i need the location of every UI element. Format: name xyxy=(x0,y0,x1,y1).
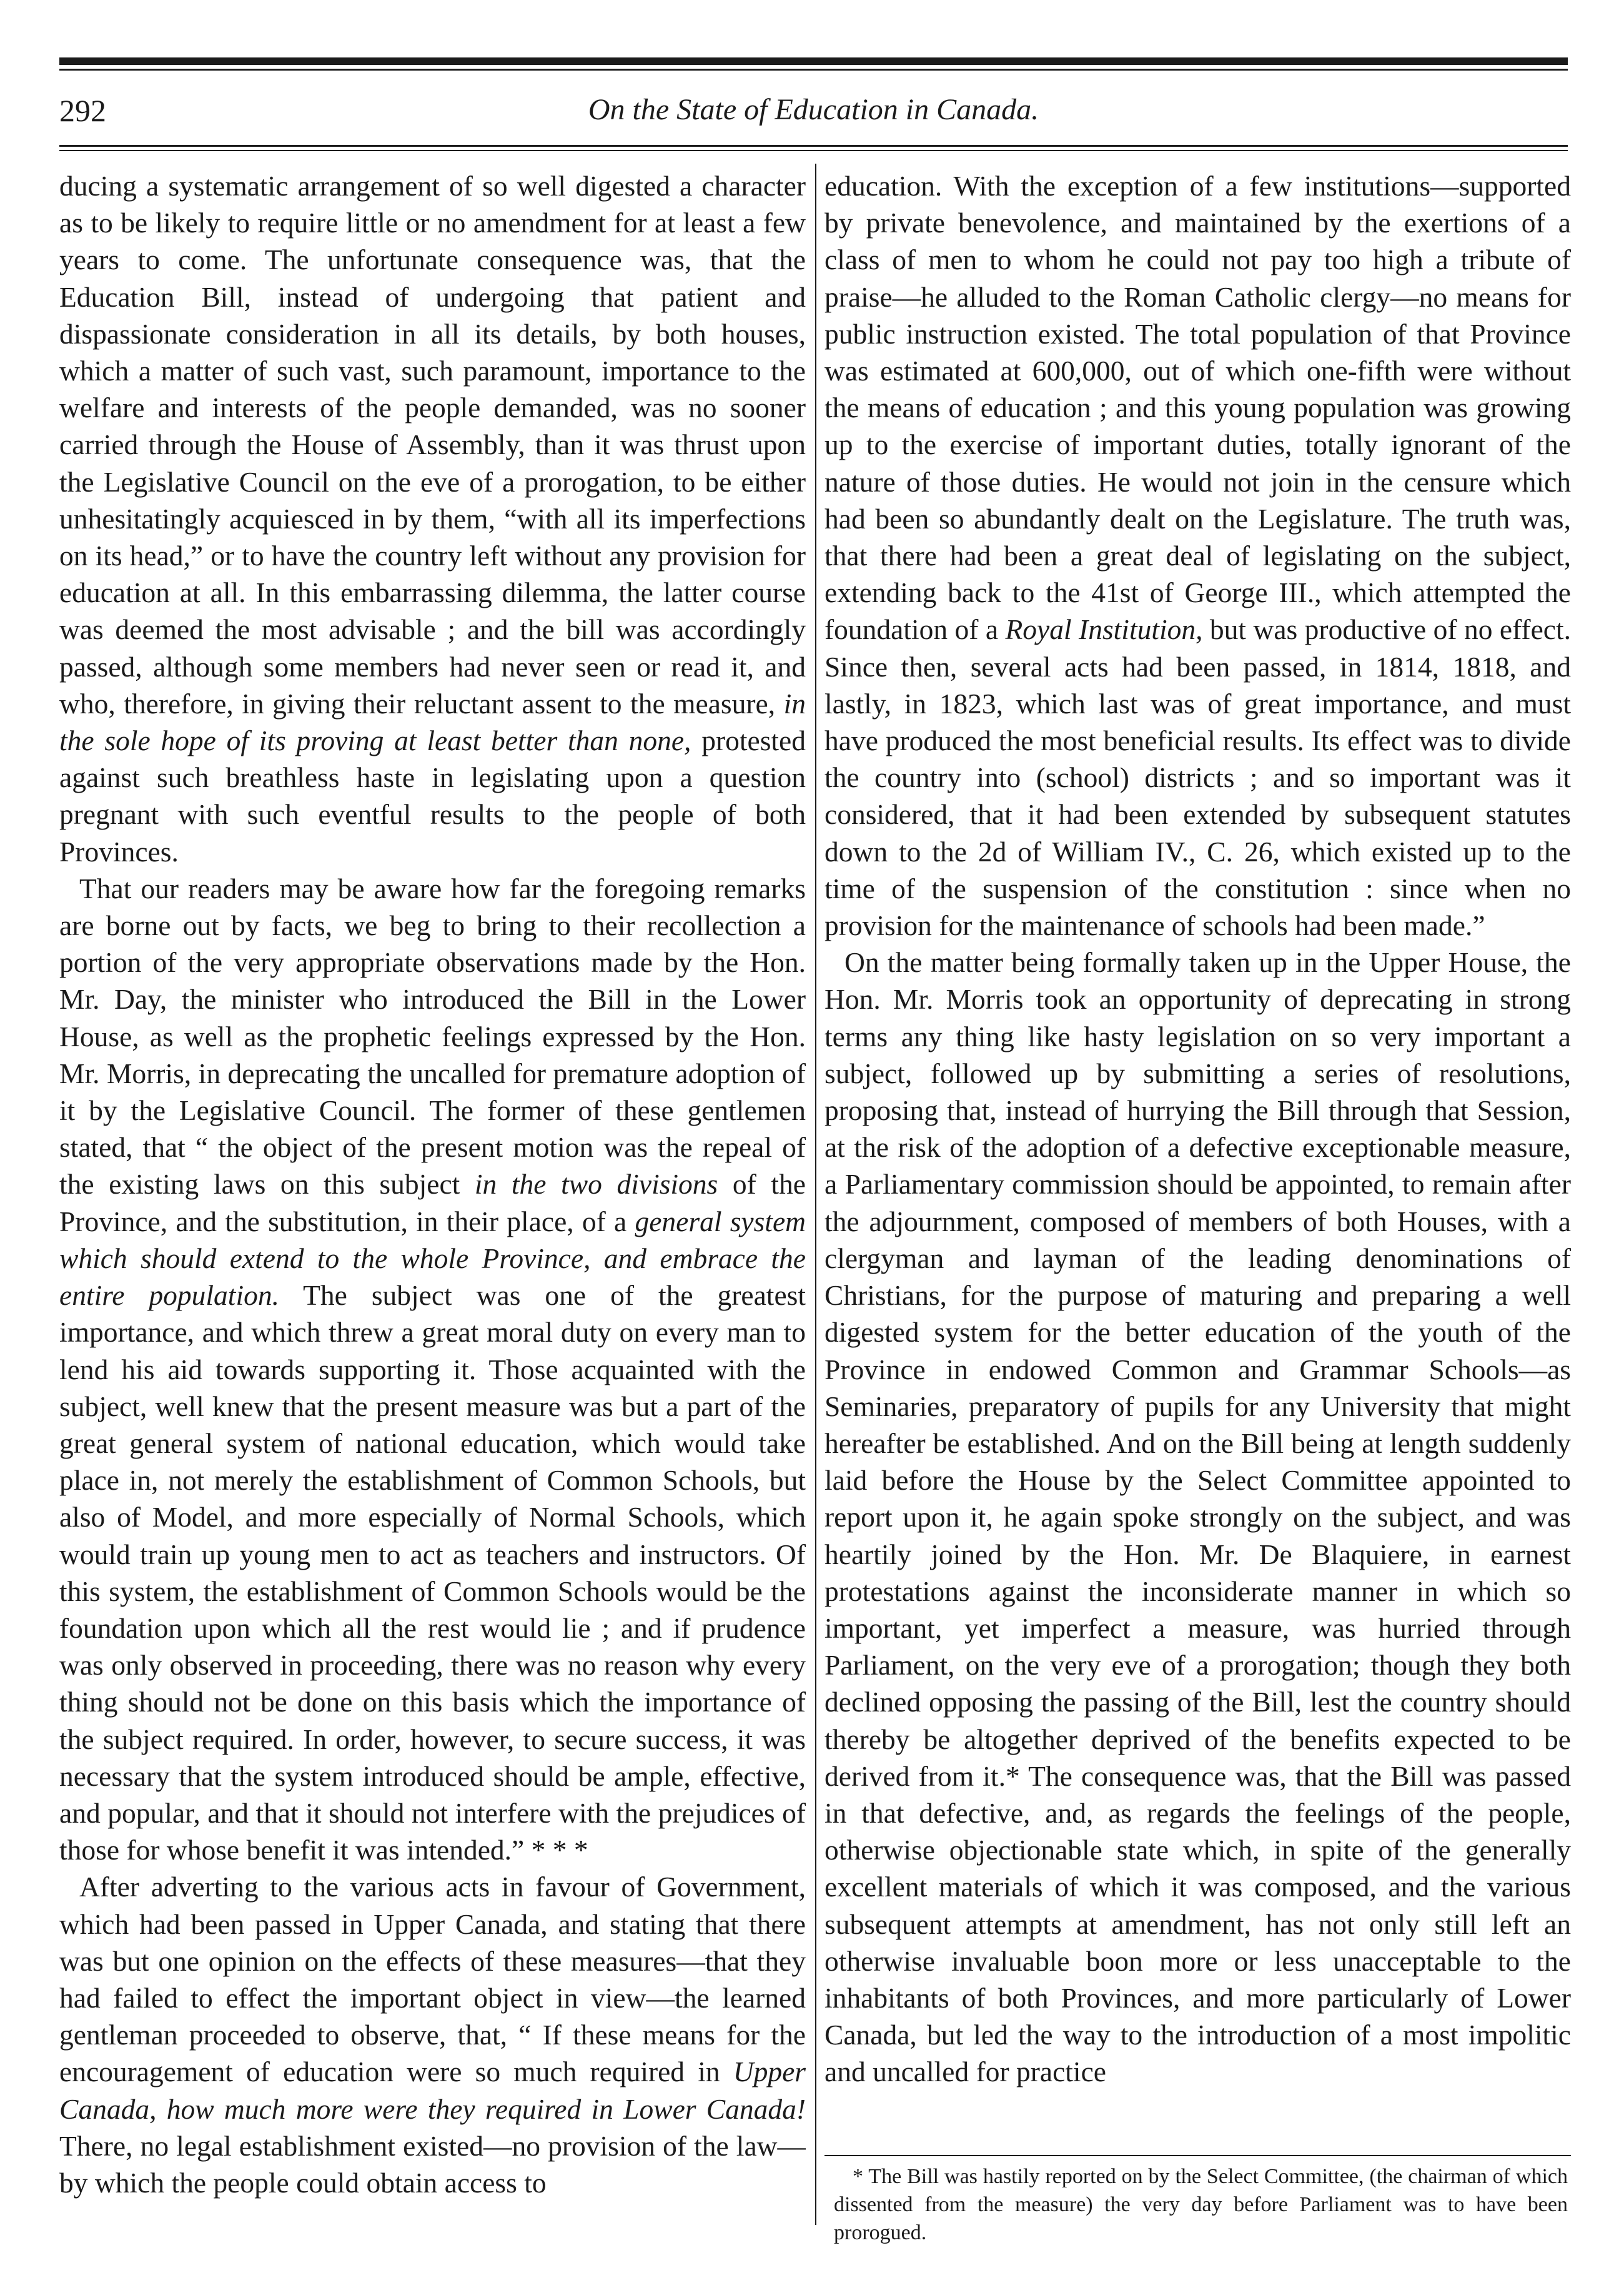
page-header xyxy=(59,92,1568,142)
top-border-rule-thin xyxy=(59,69,1568,71)
text-run: There, no legal establishment existed—no provision of the law—by which the people could obtain access to xyxy=(59,2129,806,2199)
top-border-rule xyxy=(59,57,1568,65)
italic-text: in the two divisions xyxy=(474,1168,718,1201)
paragraph xyxy=(59,1868,806,2201)
italic-text: Royal Institution, xyxy=(1005,613,1203,646)
footnote: * The Bill was hastily reported on by the Select Committee, (the chairman of which dissented from the measure) the very day before Parliament was to have been prorogued. xyxy=(834,2165,1568,2244)
footnote-rule xyxy=(824,2155,1571,2156)
text-run: After adverting to the various acts in favour of Government, which had been passed in Upper Canada, and stating that there was but one opinion on the effects of these measures—that they had failed to effect the important object in view—the learned gentleman proceeded to observe, that, “ If these means for the encouragement of education were so much required in xyxy=(59,1871,806,2088)
left-column xyxy=(59,167,806,2222)
italic-text: in the sole hope of its proving at least better than none, xyxy=(59,687,806,757)
column-divider xyxy=(815,164,816,2225)
text-run: of the Province, and the substitution, in their place, of a xyxy=(59,1168,806,1237)
running-title: On the State of Education in Canada. xyxy=(588,93,1039,126)
text-run: On the matter being formally taken up in the Upper House, the Hon. Mr. Morris took an opportunity of deprecating in strong terms any thing like hasty legislation on so very important a subject, followed up by submitting a series of resolutions, proposing that, instead of hurrying the Bill through that Session, at the risk of the adoption of a defective exceptionable measure, a Parliamentary commission should be appointed, to remain after the adjournment, composed of members of both Houses, with a clergyman and layman of the leading denominations of Christians, for the purpose of maturing and preparing a well digested system for the better education of the youth of the Province in endowed Common and Grammar Schools—as Seminaries, preparatory of pupils for any University that might hereafter be established. And on the Bill being at length suddenly laid before the House by the Select Committee appointed to report upon it, he again spoke strongly on the subject, and was heartily joined by the Hon. Mr. De Blaquiere, in earnest protestations against the inconsiderate manner in which so important, yet imperfect a measure, was hurried through Parliament, on the very eve of a prorogation; though they both declined opposing the passing of the Bill, lest the country should thereby be altogether deprived of the benefits expected to be derived from it.* The consequence was, that the Bill was passed in that defective, and, as regards the feelings of the people, otherwise objectionable state which, in spite of the generally excellent materials of which it was composed, and the various subsequent attempts at amendment, has not only still left an otherwise invaluable boon more or less unacceptable to the inhabitants of both Provinces, and more particularly of Lower Canada, but led the way to the introduction of a most impolitic and uncalled for practice xyxy=(824,946,1571,2088)
italic-text: Upper Canada, how much more were they required in Lower Canada! xyxy=(59,2056,806,2125)
text-run: protested against such breathless haste in legislating upon a question pregnant with such eventful results to the people of both Provinces. xyxy=(59,725,806,868)
paragraph xyxy=(59,870,806,1868)
paragraph xyxy=(824,944,1571,2090)
text-run: ducing a systematic arrangement of so well digested a character as to be likely to require little or no amendment for at least a few years to come. The unfortunate consequence was, that the Education Bill, instead of undergoing that patient and dispassionate consideration in all its details, by both houses, which a matter of such vast, such paramount, importance to the welfare and interests of the people demanded, was no sooner carried through the House of Assembly, than it was thrust upon the Legislative Council on the eve of a prorogation, to be either unhesitatingly acquiesced in by them, “with all its imperfections on its head,” or to have the country left without any provision for education at all. In this embarrassing dilemma, the latter course was deemed the most advisable ; and the bill was accordingly passed, although some members had never seen or read it, and who, therefore, in giving their reluctant assent to the measure, xyxy=(59,170,806,720)
text-run: education. With the exception of a few institutions—supported by private benevolence, and maintained by the exertions of a class of men to whom he could not pay too high a tribute of praise—he alluded to the Roman Catholic clergy—no means for public instruction existed. The total population of that Province was estimated at 600,000, out of which one-fifth were without the means of education ; and this young population was growing up to the exercise of important duties, totally ignorant of the nature of those duties. He would not join in the censure which had been so abundantly dealt on the Legislature. The truth was, that there had been a great deal of legislating on the subject, extending back to the 41st of George III., which attempted the foundation of a xyxy=(824,170,1571,646)
paragraph xyxy=(824,167,1571,944)
header-rule-thin xyxy=(59,150,1568,151)
text-run: The subject was one of the greatest importance, and which threw a great moral duty on every man to lend his aid towards supporting it. Those acquainted with the subject, well knew that the present measure was but a part of the great general system of national education, which would take place in, not merely the establishment of Common Schools, but also of Model, and more especially of Normal Schools, which would train up young men to act as teachers and instructors. Of this system, the establishment of Common Schools would be the foundation upon which all the rest would lie ; and if prudence was only observed in proceeding, there was no reason why every thing should not be done on this basis which the importance of the subject required. In order, however, to secure success, it was necessary that the system introduced should be ample, effective, and popular, and that it should not interfere with the prejudices of those for whose benefit it was intended.” * * * xyxy=(59,1279,806,1866)
text-run: but was productive of no effect. Since then, several acts had been passed, in 1814, 1818, and lastly, in 1823, which last was of great importance, and must have produced the most beneficial results. Its effect was to divide the country into (school) districts ; and so important was it considered, that it had been extended by subsequent statutes down to the 2d of William IV., C. 26, which existed up to the time of the suspension of the constitution : since when no provision for the maintenance of schools had been made.” xyxy=(824,613,1571,942)
italic-text: general system which should extend to the whole Province, and embrace the entire population. xyxy=(59,1205,806,1312)
right-column xyxy=(824,167,1571,2222)
page-number: 292 xyxy=(59,93,106,128)
header-rule xyxy=(59,145,1568,147)
paragraph xyxy=(59,167,806,870)
text-run: That our readers may be aware how far the foregoing remarks are borne out by facts, we beg to bring to their recollection a portion of the very appropriate observations made by the Hon. Mr. Day, the minister who introduced the Bill in the Lower House, as well as the prophetic feelings expressed by the Hon. Mr. Morris, in deprecating the uncalled for premature adoption of it by the Legislative Council. The former of these gentlemen stated, that “ the object of the present motion was the repeal of the existing laws on this subject xyxy=(59,872,806,1201)
